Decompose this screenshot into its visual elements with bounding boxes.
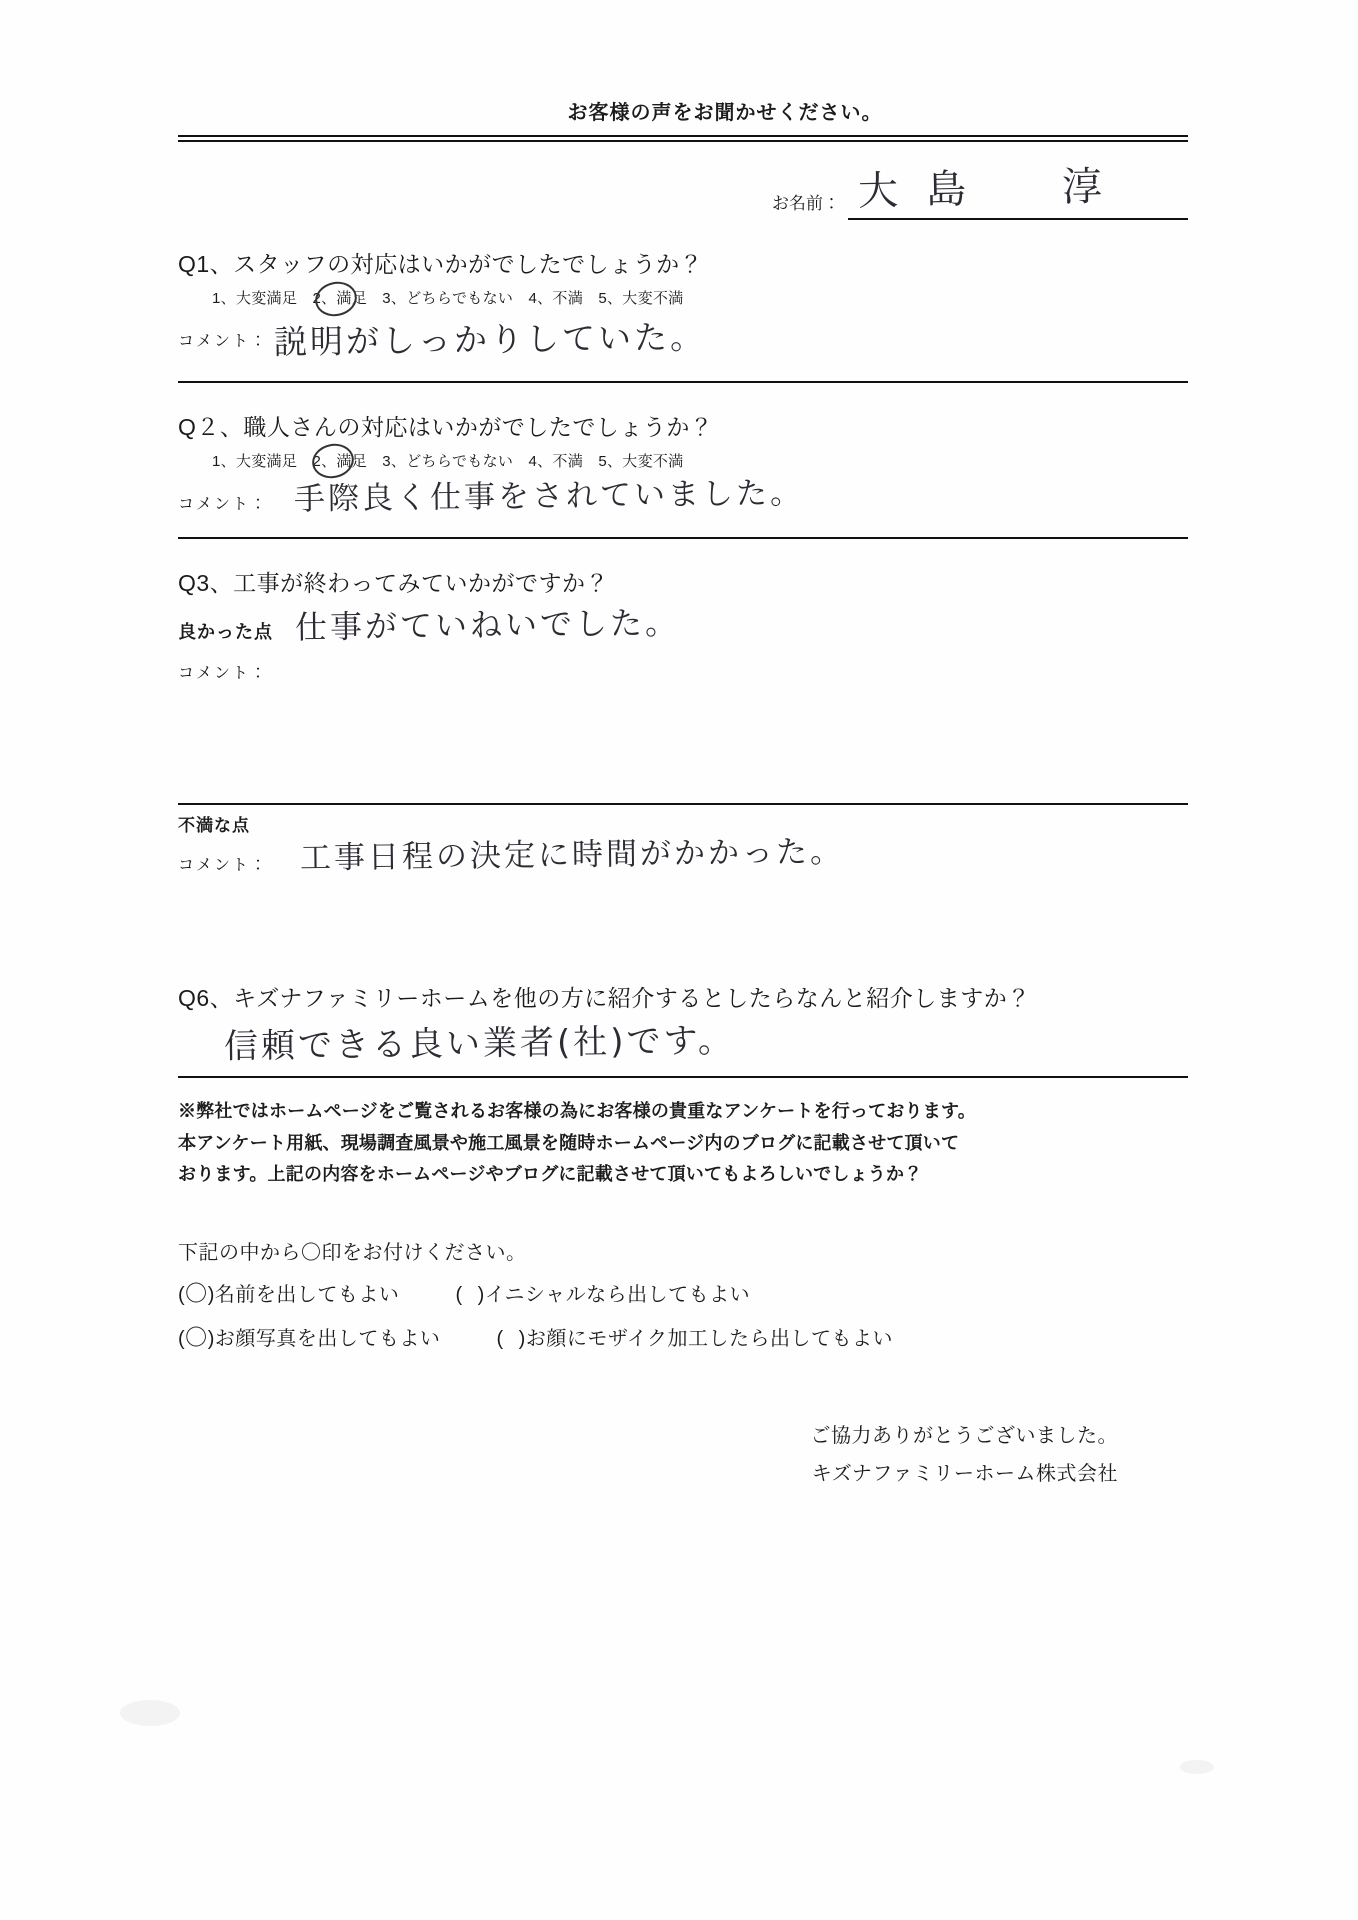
q6-answer[interactable]: 信頼できる良い業者(社)です。 xyxy=(223,1021,736,1068)
consent-mark-3[interactable]: 〇 xyxy=(185,1325,208,1351)
closing-block xyxy=(178,1417,1188,1493)
question-q6 xyxy=(178,980,1188,1068)
q2-answer[interactable]: 手際良く仕事をされていました。 xyxy=(293,474,805,518)
consent-mark-2[interactable] xyxy=(463,1282,478,1307)
q2-selected-circle-icon xyxy=(309,440,357,482)
q3-bad-answer[interactable]: 工事日程の決定に時間がかかった。 xyxy=(299,833,845,877)
q6-text: Q6、キズナファミリーホームを他の方に紹介するとしたらなんと紹介しますか？ xyxy=(178,985,1031,1012)
q1-scale-text: 1、大変満足 2、満足 3、どちらでもない 4、不満 5、大変不満 xyxy=(212,290,684,307)
scan-blemish xyxy=(120,1700,180,1726)
spacer xyxy=(178,872,1188,932)
q2-text: Q２、職人さんの対応はいかがでしたでしょうか？ xyxy=(178,413,714,440)
question-q3 xyxy=(178,565,1188,877)
consent-row-1: (〇)名前を出してもよい ( )イニシャルなら出してもよい xyxy=(178,1281,751,1307)
question-q2 xyxy=(178,409,1188,518)
consent-mark-1[interactable]: 〇 xyxy=(185,1281,208,1307)
q1-text: Q1、スタッフの対応はいかがでしたでしょうか？ xyxy=(178,251,704,277)
q3-good-label: 良かった点 xyxy=(178,622,273,643)
closing-company: キズナファミリーホーム株式会社 xyxy=(811,1462,1118,1485)
notice-block xyxy=(178,1096,1188,1191)
name-label: お名前： xyxy=(772,194,840,213)
consent-row-2: (〇)お顔写真を出してもよい ( )お顔にモザイク加工したら出してもよい xyxy=(178,1325,894,1351)
notice-line-2: 本アンケート用紙、現場調査風景や施工風景を随時ホームページ内のブログに記載させて頂いて xyxy=(178,1132,960,1153)
consent-mark-4[interactable] xyxy=(504,1326,519,1351)
q1-selected-circle-icon xyxy=(312,278,360,320)
consent-label-1: 名前を出してもよい xyxy=(214,1283,400,1306)
q3-bad-label: 不満な点 xyxy=(178,816,250,836)
q3-good-row xyxy=(178,603,1188,647)
q1-q2-divider xyxy=(178,381,1188,383)
name-field-row xyxy=(178,164,1188,220)
name-input[interactable] xyxy=(848,164,1188,220)
notice-divider xyxy=(178,1076,1188,1078)
q3-comment-area[interactable] xyxy=(178,683,1188,803)
q1-scale[interactable] xyxy=(212,287,683,308)
consent-label-4: お顔にモザイク加工したら出してもよい xyxy=(525,1327,894,1350)
consent-block xyxy=(178,1233,1188,1361)
closing-thanks: ご協力ありがとうございました。 xyxy=(810,1424,1118,1447)
consent-instruction: 下記の中から〇印をお付けください。 xyxy=(178,1241,527,1264)
scan-blemish xyxy=(1180,1760,1214,1774)
q3-text: Q3、工事が終わってみていかがですか？ xyxy=(178,569,609,596)
q3-bad-comment-label: コメント： xyxy=(178,857,269,875)
q1-answer[interactable]: 説明がしっかりしていた。 xyxy=(273,317,707,362)
notice-line-1: ※弊社ではホームページをご覧されるお客様の為にお客様の貴重なアンケートを行っております。 xyxy=(178,1101,976,1122)
q3-comment-label: コメント： xyxy=(178,665,269,683)
notice-line-3: おります。上記の内容をホームページやブログに記載させて頂いてもよろしいでしょうか？ xyxy=(178,1164,923,1185)
consent-label-3: お顔写真を出してもよい xyxy=(214,1327,441,1350)
q3-good-answer[interactable]: 仕事がていねいでした。 xyxy=(294,603,681,647)
q2-scale-text: 1、大変満足 2、満足 3、どちらでもない 4、不満 5、大変不満 xyxy=(212,452,684,470)
page-title: お客様の声をお聞かせください。 xyxy=(567,102,883,124)
q2-q3-divider xyxy=(178,537,1188,539)
q3-bad-divider xyxy=(178,803,1188,805)
title-divider xyxy=(178,135,1188,142)
survey-sheet xyxy=(178,96,1188,1493)
consent-label-2: イニシャルなら出してもよい xyxy=(484,1283,751,1306)
question-q1 xyxy=(178,246,1188,362)
q2-scale[interactable] xyxy=(212,450,683,471)
q1-comment-label: コメント： xyxy=(178,333,269,350)
name-value: 大島 淳 xyxy=(857,163,1131,215)
q2-comment-label: コメント： xyxy=(178,495,269,513)
